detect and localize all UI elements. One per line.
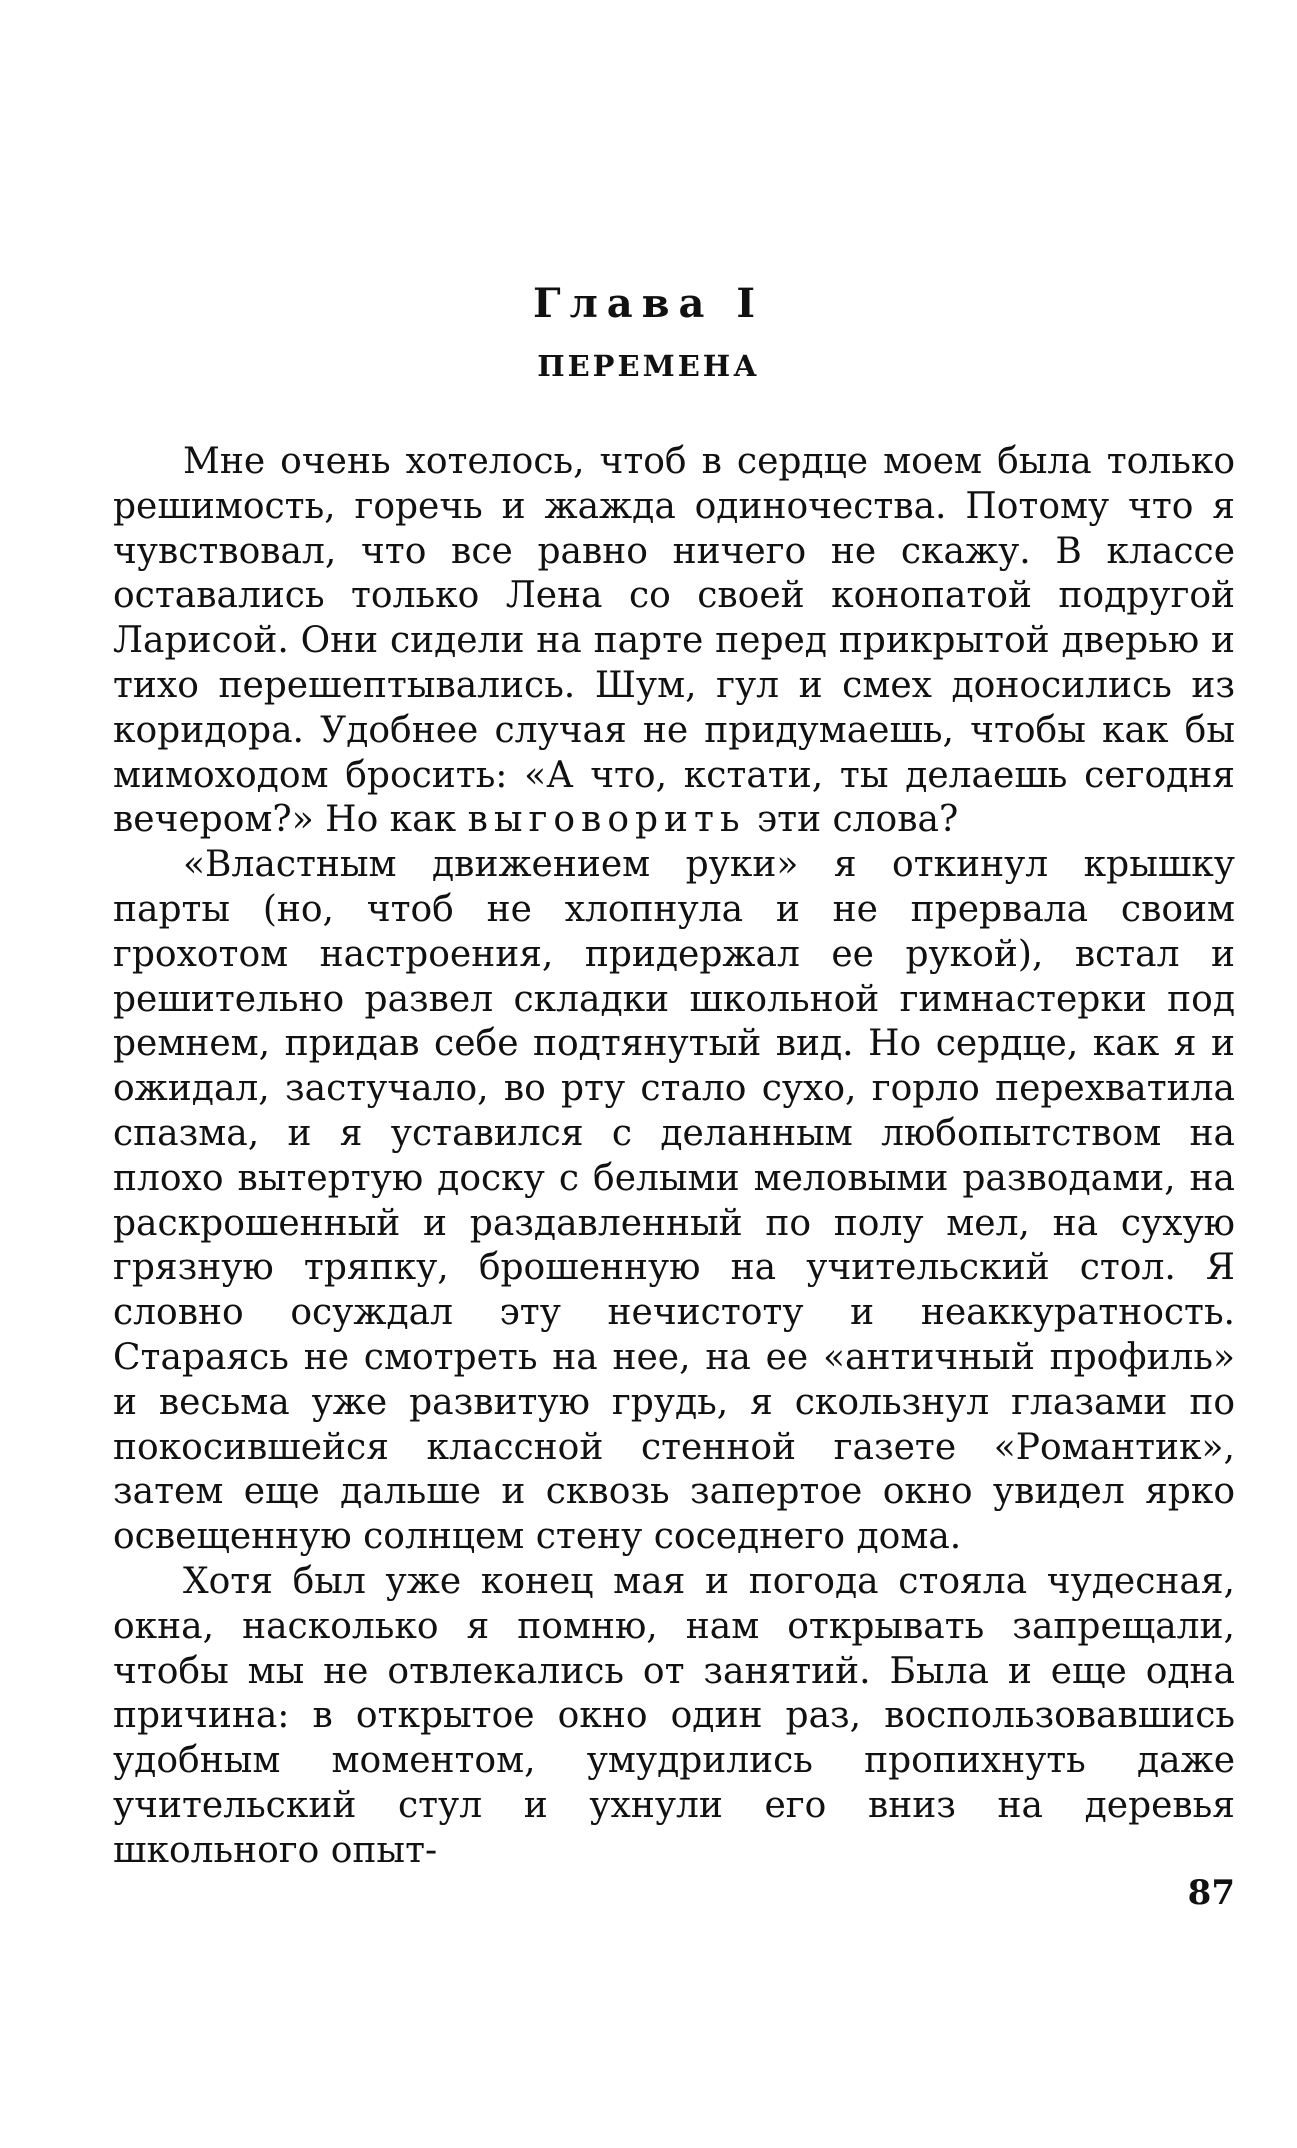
chapter-title: ПЕРЕМЕНА xyxy=(537,349,760,383)
spaced-word: выговорить xyxy=(467,799,746,841)
paragraph-1-text: Мне очень хотелось, чтоб в сердце моем была только решимость, горечь и жажда одиночества. Потому что я чувствовал, что все равно ничего не скажу. В классе оставались только Лена со своей конопатой подругой Ларисой. Они сидели на парте перед прикрытой дверью и тихо перешептывались. Шум, гул и смех доносились из коридора. Удобнее случая не придумаешь, чтобы как бы мимоходом бросить: «А что, кстати, ты делаешь сегодня вечером?» Но как xyxy=(113,441,1235,841)
paragraph-2: «Властным движением руки» я откинул крышку парты (но, чтоб не хлопнула и не прервала своим грохотом настроения, придержал ее рукой), встал и решительно развел складки школьной гимнастерки под ремнем, придав себе подтянутый вид. Но сердце, как я и ожидал, застучало, во рту стало сухо, горло перехватила спазма, и я уставился с деланным любопытством на плохо вытертую доску с белыми меловыми разводами, на раскрошенный и раздавленный по полу мел, на сухую грязную тряпку, брошенную на учительский стол. Я словно осуждал эту нечистоту и неаккуратность. Стараясь не смотреть на нее, на ее «античный профиль» и весьма уже развитую грудь, я скользнул глазами по покосившейся классной стенной газете «Романтик», затем еще дальше и сквозь запертое окно увидел ярко освещенную солнцем стену соседнего дома. xyxy=(113,844,1235,1558)
paragraph-3: Хотя был уже конец мая и погода стояла чудесная, окна, насколько я помню, нам открывать запрещали, чтобы мы не отвлекались от занятий. Была и еще одна причина: в открытое окно один раз, воспользовавшись удобным моментом, умудрились пропихнуть даже учительский стул и ухнули его вниз на деревья школьного опыт- xyxy=(113,1560,1235,1871)
paragraph-1 xyxy=(113,440,1235,843)
page-number: 87 xyxy=(1187,1873,1235,1913)
chapter-heading: Глава I xyxy=(532,280,765,327)
paragraph-1-ending: эти слова? xyxy=(745,799,959,841)
body-text xyxy=(113,440,1235,1874)
